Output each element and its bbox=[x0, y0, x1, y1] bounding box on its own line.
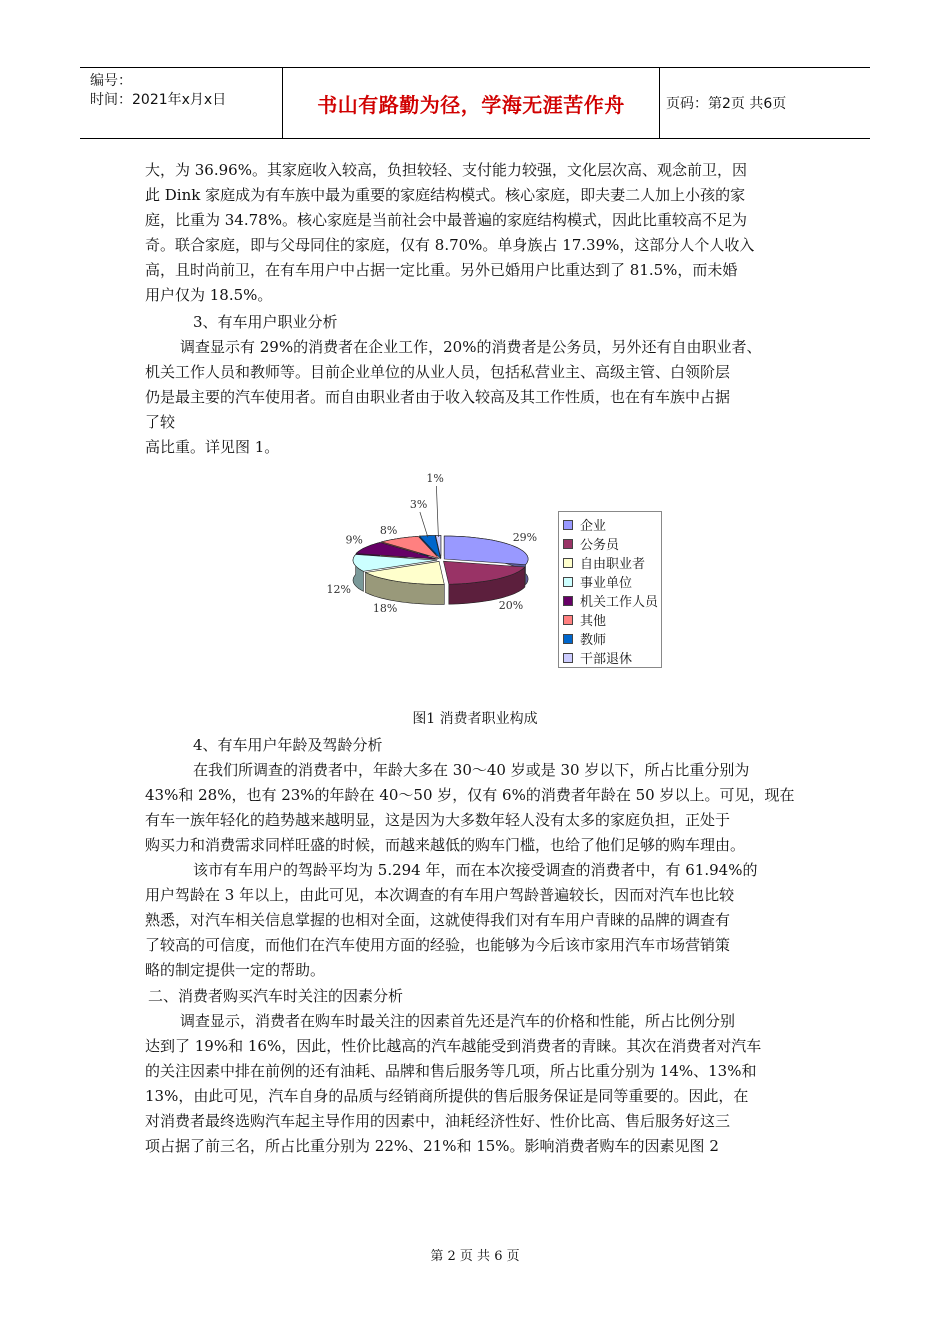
legend-swatch bbox=[563, 520, 573, 530]
legend-item bbox=[559, 648, 661, 667]
text-line: 项占据了前三名，所占比重分别为 22%、21%和 15%。影响消费者购车的因素见图 2 bbox=[145, 1137, 719, 1155]
section-heading-age: 4、有车用户年龄及驾龄分析 bbox=[193, 736, 383, 754]
legend-item bbox=[559, 572, 661, 591]
text-line: 高比重。详见图 1。 bbox=[145, 438, 280, 456]
header-motto: 书山有路勤为径，学海无涯苦作舟 bbox=[317, 92, 625, 117]
legend-swatch bbox=[563, 577, 573, 587]
legend-label: 其他 bbox=[580, 614, 607, 629]
text-line: 调查显示有 29%的消费者在企业工作，20%的消费者是公务员，另外还有自由职业者、 bbox=[180, 338, 762, 356]
legend-swatch bbox=[563, 653, 573, 663]
text-line: 此 Dink 家庭成为有车族中最为重要的家庭结构模式。核心家庭，即夫妻二人加上小孩的家 bbox=[145, 186, 746, 204]
pie-value-label: 3% bbox=[409, 498, 428, 511]
legend-item bbox=[559, 553, 661, 572]
text-line: 仍是最主要的汽车使用者。而自由职业者由于收入较高及其工作性质，也在有车族中占据 bbox=[145, 388, 731, 406]
text-line: 机关工作人员和教师等。目前企业单位的从业人员，包括私营业主、高级主管、白领阶层 bbox=[145, 363, 731, 381]
figure-caption: 图1 消费者职业构成 bbox=[412, 711, 538, 727]
text-line: 在我们所调查的消费者中，年龄大多在 30～40 岁或是 30 岁以下，所占比重分别为 bbox=[193, 761, 750, 779]
pie-value-label: 12% bbox=[326, 583, 351, 597]
text-line: 13%，由此可见，汽车自身的品质与经销商所提供的售后服务保证是同等重要的。因此，在 bbox=[145, 1087, 749, 1105]
pie-value-label: 18% bbox=[372, 601, 398, 615]
legend-label: 事业单位 bbox=[580, 576, 633, 591]
text-line: 的关注因素中排在前例的还有油耗、品牌和售后服务等几项，所占比重分别为 14%、13%和 bbox=[145, 1062, 757, 1080]
legend-label: 教师 bbox=[580, 633, 607, 648]
pie-value-label: 29% bbox=[512, 530, 538, 544]
legend-label: 公务员 bbox=[580, 538, 620, 553]
legend-label: 机关工作人员 bbox=[580, 595, 659, 610]
legend-item bbox=[559, 534, 661, 553]
pie-value-label: 1% bbox=[426, 472, 444, 485]
chart-legend bbox=[558, 511, 662, 668]
pie-value-label: 8% bbox=[379, 524, 398, 538]
text-line: 对消费者最终选购汽车起主导作用的因素中，油耗经济性好、性价比高、售后服务好这三 bbox=[145, 1112, 731, 1130]
text-line: 了较高的可信度，而他们在汽车使用方面的经验，也能够为今后该市家用汽车市场营销策 bbox=[145, 936, 731, 954]
legend-item bbox=[559, 515, 661, 534]
pie-value-label: 9% bbox=[345, 533, 363, 547]
text-line: 购买力和消费需求同样旺盛的时候，而越来越低的购车门槛，也给了他们足够的购车理由。 bbox=[145, 836, 746, 854]
text-line: 奇。联合家庭，即与父母同住的家庭，仅有 8.70%。单身族占 17.39%，这部分人个人收入 bbox=[145, 236, 755, 254]
legend-swatch bbox=[563, 558, 573, 568]
text-line: 熟悉，对汽车相关信息掌握的也相对全面，这就使得我们对有车用户青睐的品牌的调查有 bbox=[145, 911, 731, 929]
section-heading-occupation: 3、有车用户职业分析 bbox=[193, 313, 338, 331]
legend-swatch bbox=[563, 539, 573, 549]
text-line: 大，为 36.96%。其家庭收入较高，负担较轻、支付能力较强，文化层次高、观念前卫，因 bbox=[145, 161, 747, 179]
legend-label: 企业 bbox=[580, 519, 607, 534]
legend-label: 自由职业者 bbox=[580, 557, 646, 572]
text-line: 有车一族年轻化的趋势越来越明显，这是因为大多数年轻人没有太多的家庭负担，正处于 bbox=[145, 811, 731, 829]
page-footer: 第 2 页 共 6 页 bbox=[430, 1249, 520, 1264]
text-line: 调查显示，消费者在购车时最关注的因素首先还是汽车的价格和性能，所占比例分别 bbox=[180, 1012, 736, 1030]
legend-swatch bbox=[563, 596, 573, 606]
text-line: 用户驾龄在 3 年以上，由此可见，本次调查的有车用户驾龄普遍较长，因而对汽车也比较 bbox=[145, 886, 735, 904]
legend-item bbox=[559, 629, 661, 648]
pie-leader-line bbox=[420, 512, 428, 537]
legend-item bbox=[559, 610, 661, 629]
pie-value-label: 20% bbox=[498, 599, 524, 613]
legend-label: 干部退休 bbox=[580, 652, 633, 667]
text-line: 用户仅为 18.5%。 bbox=[145, 286, 273, 304]
legend-swatch bbox=[563, 634, 573, 644]
legend-swatch bbox=[563, 615, 573, 625]
header-page-number: 页码：第2页 共6页 bbox=[666, 96, 787, 112]
section-heading-factors: 二、消费者购买汽车时关注的因素分析 bbox=[148, 987, 404, 1005]
text-line: 略的制定提供一定的帮助。 bbox=[145, 961, 326, 979]
text-line: 达到了 19%和 16%，因此，性价比越高的汽车越能受到消费者的青睐。其次在消费者对汽车 bbox=[145, 1037, 762, 1055]
text-line: 该市有车用户的驾龄平均为 5.294 年，而在本次接受调查的消费者中，有 61.94%的 bbox=[193, 861, 758, 879]
text-line: 了较 bbox=[145, 413, 176, 431]
text-line: 高，且时尚前卫，在有车用户中占据一定比重。另外已婚用户比重达到了 81.5%，而未婚 bbox=[145, 261, 738, 279]
pie-leader-line bbox=[436, 486, 438, 537]
text-line: 庭，比重为 34.78%。核心家庭是当前社会中最普遍的家庭结构模式，因此比重较高不足为 bbox=[145, 211, 747, 229]
doc-number-label: 编号： bbox=[90, 73, 132, 89]
legend-item bbox=[559, 591, 661, 610]
text-line: 43%和 28%，也有 23%的年龄在 40～50 岁，仅有 6%的消费者年龄在 50 岁以上。可见，现在 bbox=[145, 786, 795, 804]
doc-date-label: 时间：2021年x月x日 bbox=[90, 92, 227, 108]
